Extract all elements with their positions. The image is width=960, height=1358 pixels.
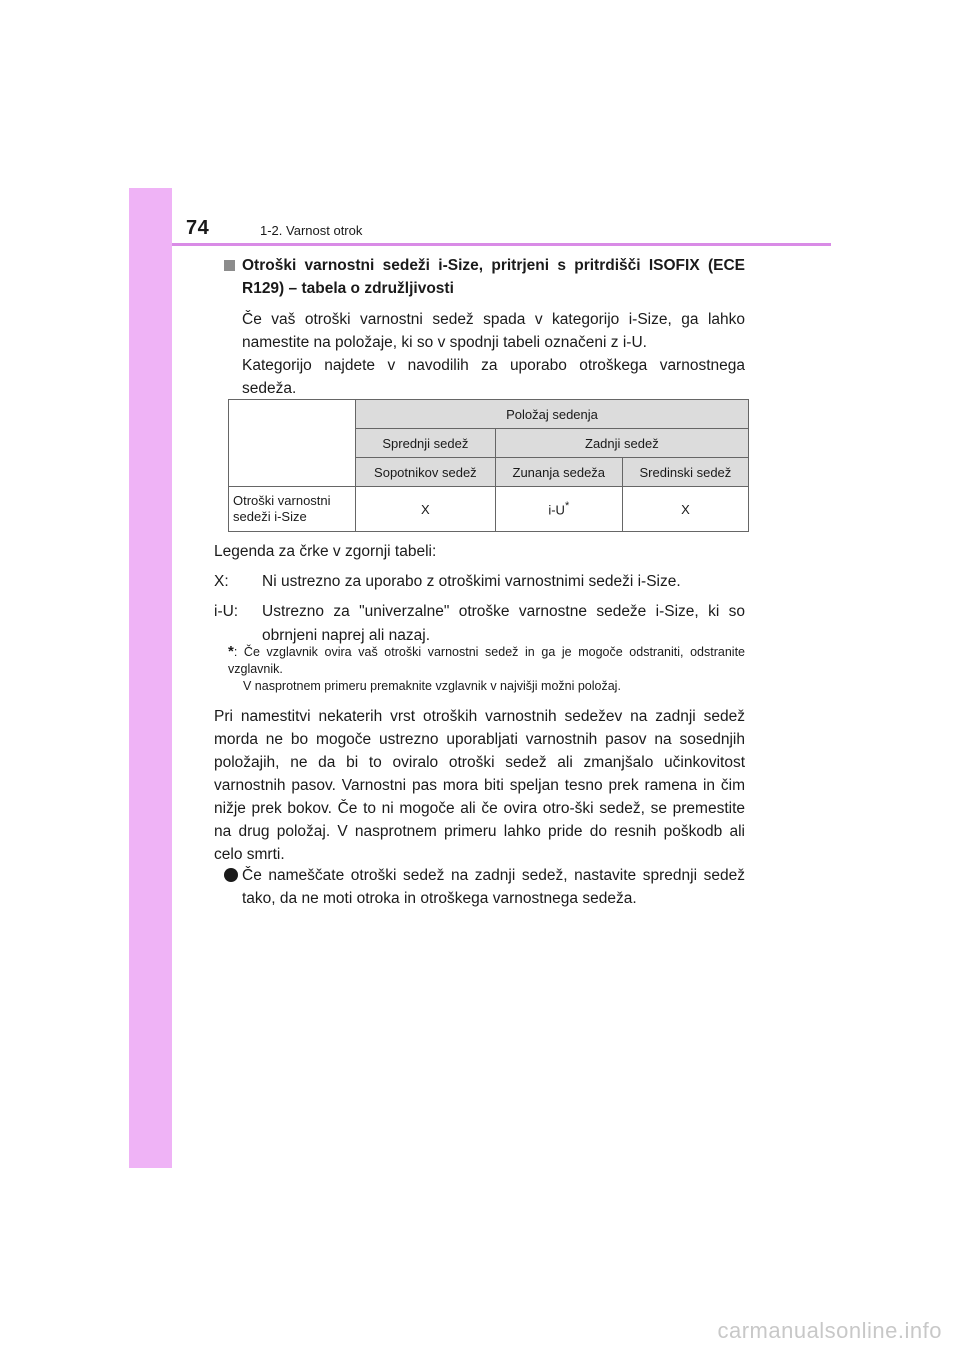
seating-position-header: Položaj sedenja [356,400,749,429]
compatibility-table [228,399,749,532]
section-title: 1-2. Varnost otrok [260,223,363,238]
front-seat-header: Sprednji sedež [356,429,496,458]
intro-paragraph-1: Če vaš otroški varnostni sedež spada v kategorijo i-Size, ga lahko namestite na položaje, ki so v spodnji tabeli označeni z i-U. [242,311,745,351]
cell-center-value: X [622,487,748,532]
watermark: carmanualsonline.info [717,1318,942,1343]
legend-title: Legenda za črke v zgornji tabeli: [214,543,437,560]
footnote [228,643,745,695]
footnote-mark: * [564,500,570,513]
bullet-item [214,864,745,910]
cell-outer-value [495,487,622,532]
main-content [214,254,745,400]
section-heading [214,254,745,300]
legend-key-iu: i-U: [214,603,239,620]
row-label: Otroški varnostni sedeži i-Size [229,487,356,532]
legend-key-x: X: [214,573,229,590]
legend-row-x [214,570,745,594]
header-rule [172,243,831,246]
legend-text-iu: Ustrezno za "univerzalne" otroške varnostne sedeže i-Size, ki so obrnjeni naprej ali nazaj. [262,603,745,644]
footnote-star: * [228,643,234,660]
col-center-seat: Sredinski sedež [622,458,748,487]
legend-row-iu [214,600,745,648]
legend [214,540,745,648]
col-outer-seats: Zunanja sedeža [495,458,622,487]
square-bullet-icon [224,260,235,271]
bullet-text: Če nameščate otroški sedež na zadnji sedež, nastavite sprednji sedež tako, da ne moti otroka in otroškega varnostnega sedeža. [242,867,745,907]
body-paragraph: Pri namestitvi nekaterih vrst otroških varnostnih sedežev na zadnji sedež morda ne bo mogoče ustrezno uporabljati varnostnih pasov na sosednjih položajih, ne da bi to oviralo otroški sedež ali zmanjšalo učinkovitost varnostnih pasov. Varnostni pas mora biti speljan tesno prek ramena in čim nižje prek bokov. Če to ni mogoče ali če ovira otro-ški sedež, se premestite na drug položaj. V nasprotnem primeru lahko pride do resnih poškodb ali celo smrti. [214,708,745,863]
footnote-text-1: : Če vzglavnik ovira vaš otroški varnostni sedež in ga je mogoče odstraniti, odstranite vzglavnik. [228,645,745,676]
col-passenger-seat: Sopotnikov sedež [356,458,496,487]
rear-seat-header: Zadnji sedež [495,429,748,458]
heading-text: Otroški varnostni sedeži i-Size, pritrjeni s pritrdišči ISOFIX (ECE R129) – tabela o združljivosti [242,257,745,297]
cell-outer-text: i-U [548,502,565,518]
intro-paragraph-2: Kategorijo najdete v navodilih za uporabo otroškega varnostnega sedeža. [242,357,745,397]
side-tab-strip [129,188,172,1168]
page-number: 74 [186,217,210,239]
footnote-line-1 [228,643,745,678]
footnote-line-2: V nasprotnem primeru premaknite vzglavnik v najvišji možni položaj. [243,679,621,693]
cell-passenger-value: X [356,487,496,532]
round-bullet-icon [224,868,238,882]
legend-text-x: Ni ustrezno za uporabo z otroškimi varnostnimi sedeži i-Size. [262,573,681,590]
table-corner-cell [229,400,356,487]
